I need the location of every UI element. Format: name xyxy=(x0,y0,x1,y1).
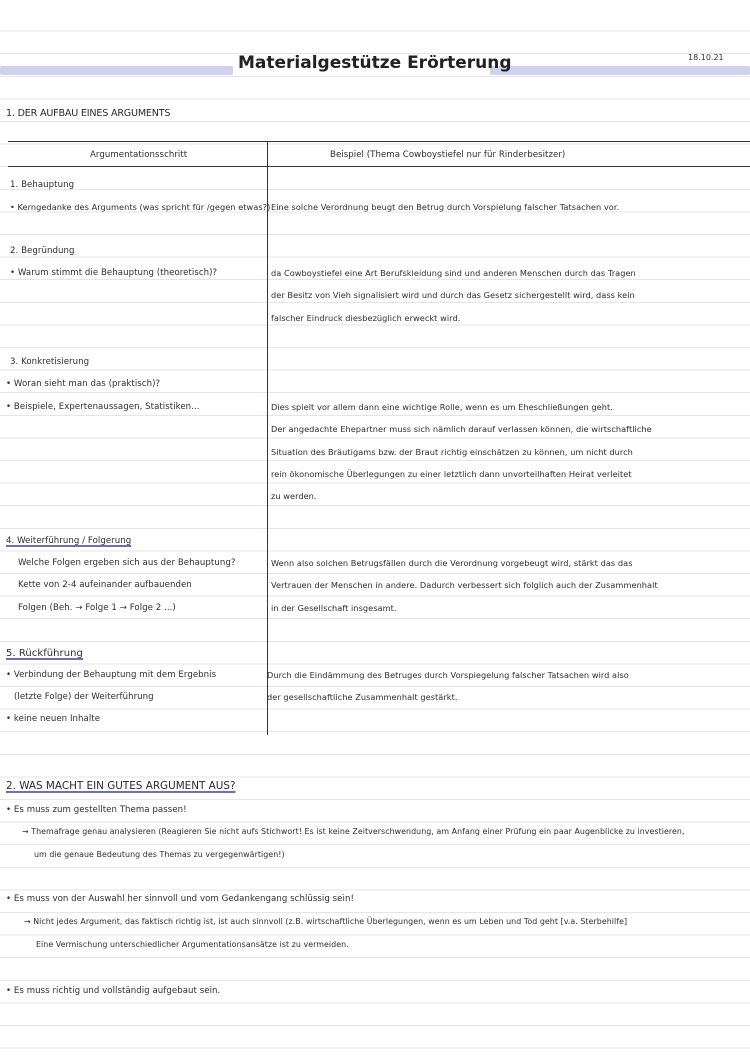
row4-title: 4. Weiterführung / Folgerung xyxy=(6,536,132,546)
row3-right-line: zu werden. xyxy=(271,491,317,501)
table-top-rule xyxy=(8,141,750,142)
row5-right-line: Durch die Eindämmung des Betruges durch Vorspiegelung falscher Tatsachen wird also xyxy=(267,670,629,680)
table-header-rule xyxy=(8,166,750,167)
row1-left-line: • Kerngedanke des Arguments (was spricht für /gegen etwas?) xyxy=(10,202,271,212)
row2-title: 2. Begründung xyxy=(10,246,75,256)
table-column-divider xyxy=(267,141,268,735)
row2-right-line: falscher Eindruck diesbezüglich erweckt wird. xyxy=(271,313,461,323)
row4-right-line: in der Gesellschaft insgesamt. xyxy=(271,603,397,613)
col-right-header: Beispiel (Thema Cowboystiefel nur für Rinderbesitzer) xyxy=(330,150,566,160)
section2-item-sub: um die genaue Bedeutung des Themas zu vergegenwärtigen!) xyxy=(34,850,285,859)
row1-title: 1. Behauptung xyxy=(10,180,75,190)
row5-left-line: (letzte Folge) der Weiterführung xyxy=(14,692,154,702)
row3-title: 3. Konkretisierung xyxy=(10,357,90,367)
section2-item-sub: → Themafrage genau analysieren (Reagieren Sie nicht aufs Stichwort! Es ist keine Zeitverschwendung, am Anfang einer Prüfung ein paar Augenblicke zu investieren, xyxy=(22,827,685,836)
row3-left-line: • Woran sieht man das (praktisch)? xyxy=(6,379,161,389)
section2-item-main: • Es muss von der Auswahl her sinnvoll und vom Gedankengang schlüssig sein! xyxy=(6,894,354,904)
section2-item-main: • Es muss richtig und vollständig aufgebaut sein. xyxy=(6,986,221,996)
row2-right-line: der Besitz von Vieh signalisiert wird und durch das Gesetz sichergestellt wird, dass kein xyxy=(271,290,635,300)
row2-left-line: • Warum stimmt die Behauptung (theoretisch)? xyxy=(10,268,218,278)
title-highlight-right xyxy=(490,66,750,75)
row3-right-line: Dies spielt vor allem dann eine wichtige Rolle, wenn es um Eheschließungen geht. xyxy=(271,402,613,412)
row2-right-line: da Cowboystiefel eine Art Berufskleidung sind und anderen Menschen durch das Tragen xyxy=(271,268,636,278)
row4-left-line: Welche Folgen ergeben sich aus der Behauptung? xyxy=(18,558,236,568)
row4-right-line: Vertrauen der Menschen in andere. Dadurch verbessert sich folglich auch der Zusammenhalt xyxy=(271,580,658,590)
row5-right-line: der gesellschaftliche Zusammenhalt gestärkt. xyxy=(267,692,458,702)
row5-left-line: • keine neuen Inhalte xyxy=(6,714,101,724)
col-left-header: Argumentationsschritt xyxy=(90,150,188,160)
section1-heading: 1. DER AUFBAU EINES ARGUMENTS xyxy=(6,108,171,119)
row3-left-line: • Beispiele, Expertenaussagen, Statistiken... xyxy=(6,402,200,412)
section2-item-main: • Es muss zum gestellten Thema passen! xyxy=(6,805,187,815)
row3-right-line: Der angedachte Ehepartner muss sich nämlich darauf verlassen können, die wirtschaftliche xyxy=(271,424,652,434)
row5-title: 5. Rückführung xyxy=(6,648,83,659)
page-date: 18.10.21 xyxy=(688,53,724,62)
row3-right-line: Situation des Bräutigams bzw. der Braut richtig einschätzen zu können, um nicht durch xyxy=(271,447,633,457)
page-title: Materialgestütze Erörterung xyxy=(238,53,512,73)
title-highlight-left xyxy=(0,66,233,75)
row3-right-line: rein ökonomische Überlegungen zu einer letztlich dann unvorteilhaften Heirat verleitet xyxy=(271,469,632,479)
section2-heading: 2. WAS MACHT EIN GUTES ARGUMENT AUS? xyxy=(6,780,236,792)
section2-item-sub: → Nicht jedes Argument, das faktisch richtig ist, ist auch sinnvoll (z.B. wirtschaftliche Überlegungen, wenn es um Leben und Tod geht [v.a. Sterbehilfe] xyxy=(24,917,628,926)
row5-left-line: • Verbindung der Behauptung mit dem Ergebnis xyxy=(6,670,217,680)
row4-left-line: Kette von 2-4 aufeinander aufbauenden xyxy=(18,580,192,590)
section2-item-sub: Eine Vermischung unterschiedlicher Argumentationsansätze ist zu vermeiden. xyxy=(36,940,349,949)
row1-right-line: Eine solche Verordnung beugt den Betrug durch Vorspielung falscher Tatsachen vor. xyxy=(271,202,620,212)
row4-left-line: Folgen (Beh. → Folge 1 → Folge 2 ...) xyxy=(18,603,176,613)
row4-right-line: Wenn also solchen Betrugsfällen durch die Verordnung vorgebeugt wird, stärkt das das xyxy=(271,558,633,568)
